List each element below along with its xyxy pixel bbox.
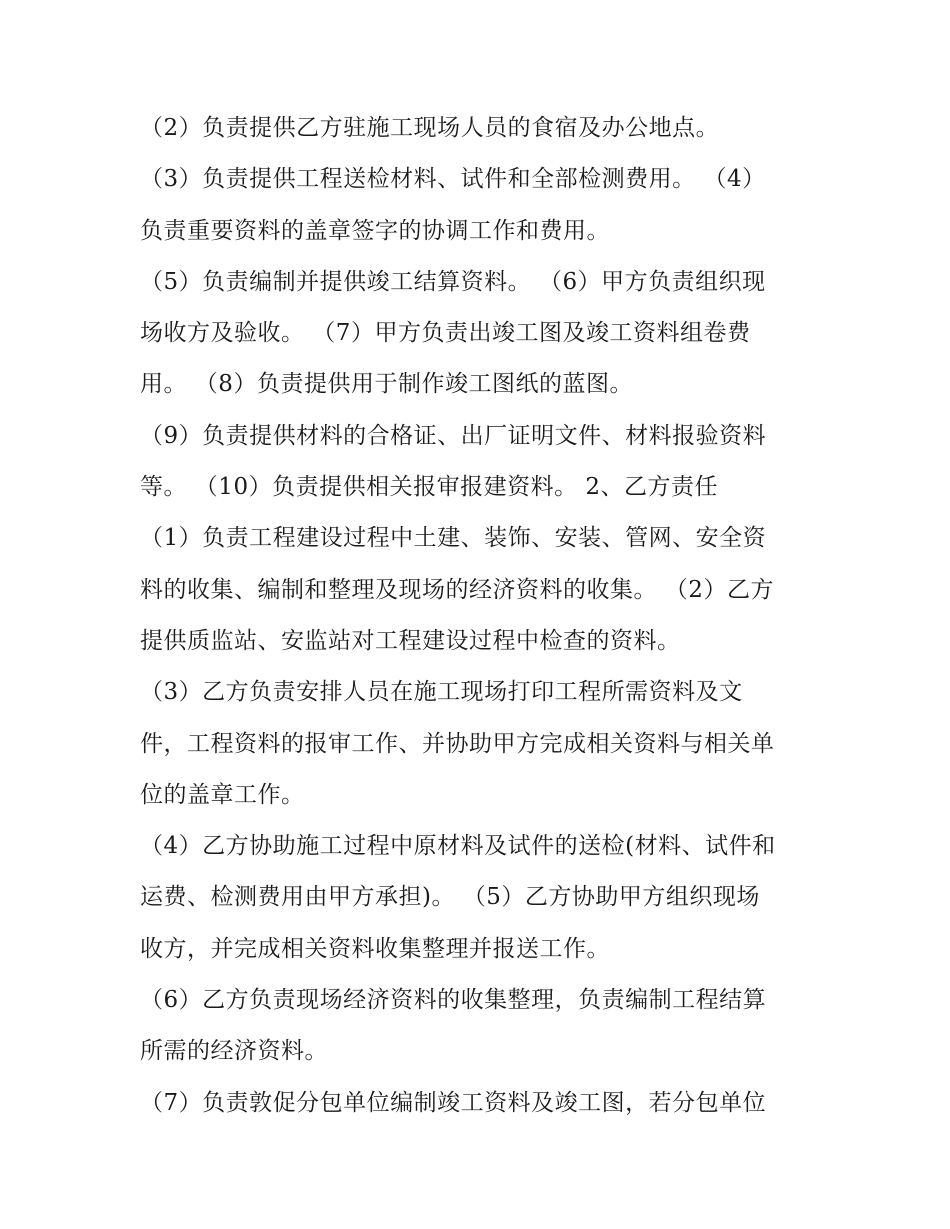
text-line: 等。 （10）负责提供相关报审报建资料。 2、乙方责任: [140, 474, 719, 501]
text-line: （4）乙方协助施工过程中原材料及试件的送检(材料、试件和: [140, 833, 776, 860]
text-line: （1）负责工程建设过程中土建、装饰、安装、管网、安全资: [140, 525, 767, 552]
text-line: （2）负责提供乙方驻施工现场人员的食宿及办公地点。: [140, 115, 720, 141]
text-line: 所需的经济资料。: [140, 1038, 328, 1065]
text-line: 收方，并完成相关资料收集整理并报送工作。: [140, 935, 610, 962]
text-line: （3）乙方负责安排人员在施工现场打印工程所需资料及文: [140, 679, 743, 706]
text-line: （3）负责提供工程送检材料、试件和全部检测费用。 （4）: [140, 166, 766, 193]
text-line: （5）负责编制并提供竣工结算资料。 （6）甲方负责组织现: [140, 268, 766, 295]
text-line: 用。 （8）负责提供用于制作竣工图纸的蓝图。: [140, 371, 633, 398]
document-body: [140, 103, 830, 1129]
text-line: 提供质监站、安监站对工程建设过程中检查的资料。: [140, 627, 681, 654]
text-line: （6）乙方负责现场经济资料的收集整理，负责编制工程结算: [140, 987, 767, 1014]
text-line: （7）负责敦促分包单位编制竣工资料及竣工图，若分包单位: [140, 1089, 767, 1116]
text-line: 场收方及验收。 （7）甲方负责出竣工图及竣工资料组卷费: [140, 320, 751, 347]
text-line: 件，工程资料的报审工作、并协助甲方完成相关资料与相关单: [140, 730, 775, 757]
text-line: 料的收集、编制和整理及现场的经济资料的收集。 （2）乙方: [140, 576, 774, 603]
text-line: 运费、检测费用由甲方承担)。 （5）乙方协助甲方组织现场: [140, 884, 760, 911]
text-line: 负责重要资料的盖章签字的协调工作和费用。: [140, 217, 610, 244]
text-line: 位的盖章工作。: [140, 781, 305, 808]
text-line: （9）负责提供材料的合格证、出厂证明文件、材料报验资料: [140, 422, 767, 449]
